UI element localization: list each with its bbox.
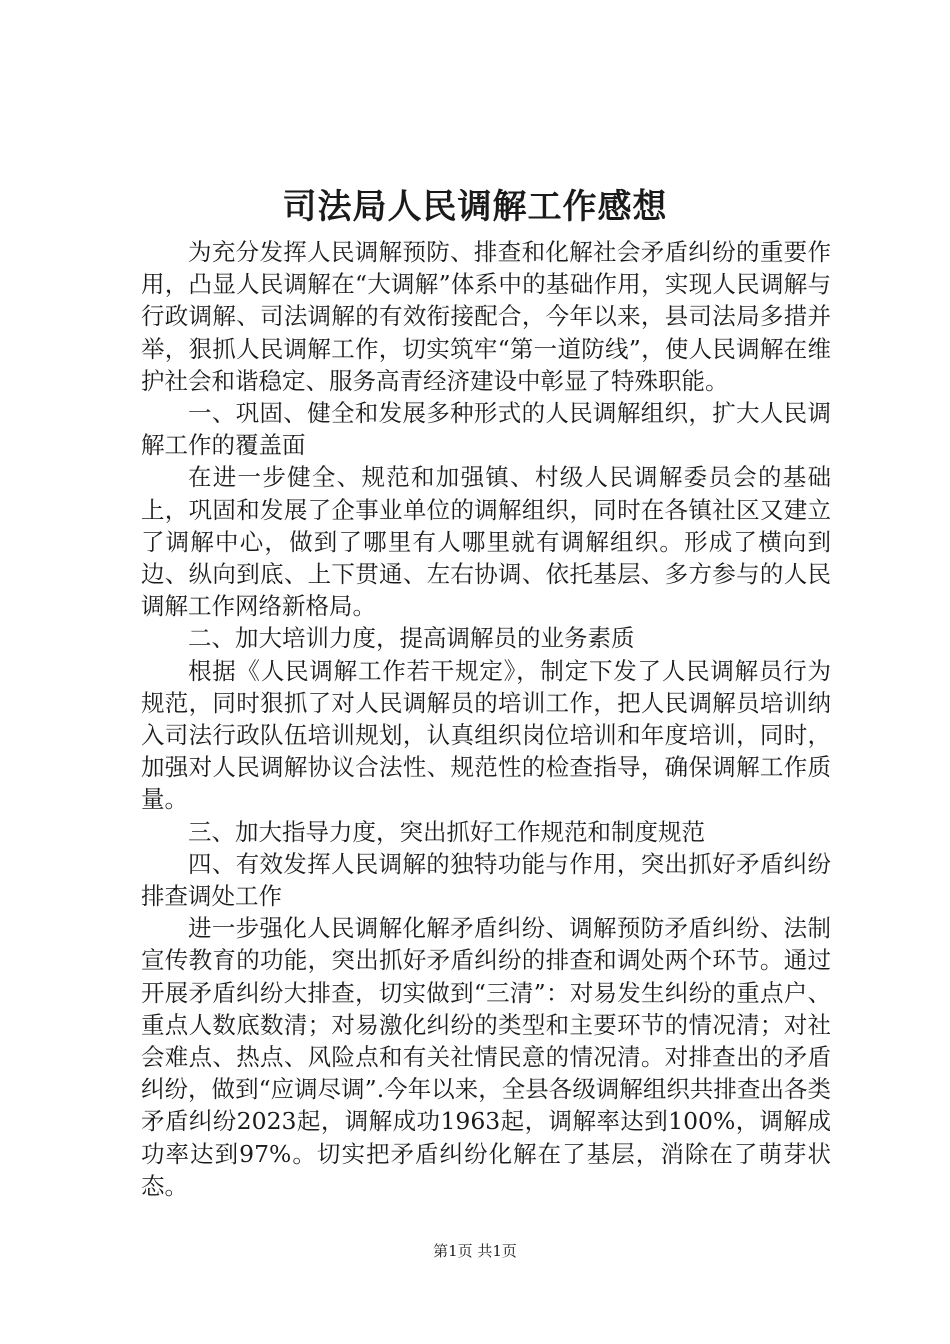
paragraph-section-1: 在进一步健全、规范和加强镇、村级人民调解委员会的基础上，巩固和发展了企事业单位的调解组织，同时在各镇社区又建立了调解中心，做到了哪里有人哪里就有调解组织。形成了横向到边、纵向到底、上下贯通、左右协调、依托基层、多方参与的人民调解工作网络新格局。 [141,463,831,621]
document-body [141,236,831,1202]
paragraph-section-4: 进一步强化人民调解化解矛盾纠纷、调解预防矛盾纠纷、法制宣传教育的功能，突出抓好矛盾纠纷的排查和调处两个环节。通过开展矛盾纠纷大排查，切实做到“三清”：对易发生纠纷的重点户、重点人数底数清；对易激化纠纷的类型和主要环节的情况清；对社会难点、热点、风险点和有关社情民意的情况清。对排查出的矛盾纠纷，做到“应调尽调”.今年以来，全县各级调解组织共排查出各类矛盾纠纷2023起，调解成功1963起，调解率达到100%，调解成功率达到97%。切实把矛盾纠纷化解在了基层，消除在了萌芽状态。 [141,914,831,1200]
section-heading-1: 一、巩固、健全和发展多种形式的人民调解组织，扩大人民调解工作的覆盖面 [141,399,831,460]
page-footer: 第1页 共1页 [433,1242,517,1260]
section-heading-4: 四、有效发挥人民调解的独特功能与作用，突出抓好矛盾纠纷排查调处工作 [141,849,831,911]
paragraph-intro: 为充分发挥人民调解预防、排查和化解社会矛盾纠纷的重要作用，凸显人民调解在“大调解”体系中的基础作用，实现人民调解与行政调解、司法调解的有效衔接配合，今年以来，县司法局多措并举，狠抓人民调解工作，切实筑牢“第一道防线”，使人民调解在维护社会和谐稳定、服务高青经济建设中彰显了特殊职能。 [141,238,831,395]
paragraph-section-2: 根据《人民调解工作若干规定》，制定下发了人民调解员行为规范，同时狠抓了对人民调解员的培训工作，把人民调解员培训纳入司法行政队伍培训规划，认真组织岗位培训和年度培训，同时，加强对人民调解协议合法性、规范性的检查指导，确保调解工作质量。 [141,656,831,814]
section-heading-2: 二、加大培训力度，提高调解员的业务素质 [188,624,635,653]
section-heading-3: 三、加大指导力度，突出抓好工作规范和制度规范 [188,817,705,846]
document-title: 司法局人民调解工作感想 [282,187,668,227]
